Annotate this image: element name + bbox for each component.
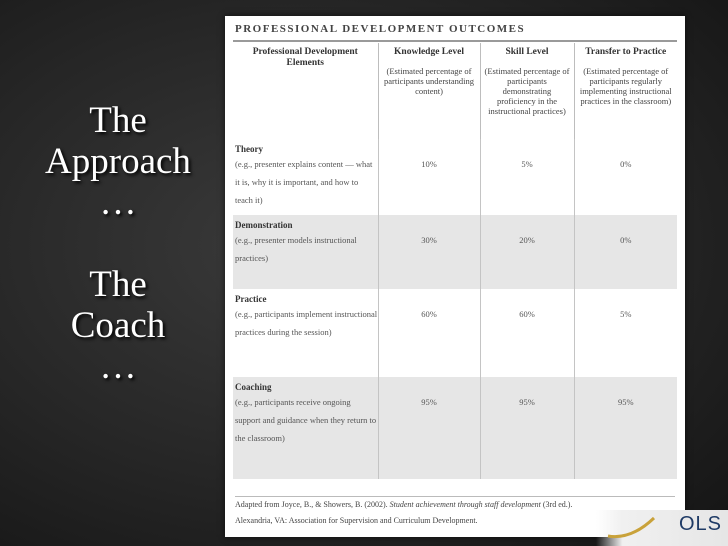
skill-cell: 5%: [480, 139, 574, 215]
heading-spacer: [20, 223, 216, 264]
column-subtitle: (Estimated percentage of participants regularly implementing instructional practices in the classroom): [579, 66, 672, 106]
slide-heading: [20, 100, 216, 387]
element-title: Theory: [235, 144, 263, 154]
column-title: Professional Development Elements: [252, 47, 358, 68]
transfer-cell: 5%: [574, 289, 677, 377]
heading-line: …: [99, 182, 137, 223]
heading-line: The: [89, 264, 147, 305]
column-title: Knowledge Level: [394, 47, 464, 57]
knowledge-cell: 95%: [378, 377, 480, 479]
citation-text: (3rd ed.).: [540, 500, 573, 509]
knowledge-cell: 30%: [378, 215, 480, 289]
element-cell: [233, 377, 378, 479]
table-row: [233, 139, 677, 215]
element-cell: [233, 139, 378, 215]
citation-book-title: Student achievement through staff development: [389, 500, 541, 509]
document-image: [225, 16, 685, 537]
element-title: Practice: [235, 294, 267, 304]
logo: [596, 510, 728, 546]
table-row: [233, 215, 677, 289]
column-subtitle: (Estimated percentage of participants demonstrating proficiency in the instructional practices): [484, 66, 570, 116]
column-header: [378, 43, 480, 139]
column-title: Transfer to Practice: [585, 47, 667, 57]
element-description: (e.g., presenter explains content — what it is, why it is important, and how to teach it): [235, 159, 373, 205]
column-title: Skill Level: [505, 47, 549, 57]
heading-line: Approach: [45, 141, 191, 182]
element-description: (e.g., participants receive ongoing support and guidance when they return to the classroom): [235, 397, 377, 443]
transfer-cell: 0%: [574, 215, 677, 289]
title-divider: [233, 40, 677, 42]
element-title: Demonstration: [235, 220, 293, 230]
column-header: [574, 43, 677, 139]
knowledge-cell: 60%: [378, 289, 480, 377]
skill-cell: 20%: [480, 215, 574, 289]
transfer-cell: 95%: [574, 377, 677, 479]
column-header: [480, 43, 574, 139]
document-title: PROFESSIONAL DEVELOPMENT OUTCOMES: [235, 23, 526, 35]
swoosh-icon: [606, 514, 656, 540]
element-cell: [233, 289, 378, 377]
citation-line-2: Alexandria, VA: Association for Supervision and Curriculum Development.: [235, 516, 478, 525]
citation-text: Adapted from Joyce, B., & Showers, B. (2002).: [235, 500, 390, 509]
element-description: (e.g., participants implement instructional practices during the session): [235, 309, 378, 337]
table-row: [233, 289, 677, 377]
skill-cell: 95%: [480, 377, 574, 479]
column-header: [233, 43, 378, 139]
element-description: (e.g., presenter models instructional practices): [235, 235, 357, 263]
logo-text: OLS: [678, 513, 722, 535]
outcomes-table: [233, 43, 677, 479]
table-header-row: [233, 43, 677, 139]
table-row: [233, 377, 677, 479]
skill-cell: 60%: [480, 289, 574, 377]
heading-line: The: [89, 100, 147, 141]
heading-line: …: [99, 346, 137, 387]
heading-line: Coach: [70, 305, 166, 346]
column-subtitle: (Estimated percentage of participants understanding content): [384, 66, 474, 96]
element-cell: [233, 215, 378, 289]
element-title: Coaching: [235, 382, 272, 392]
transfer-cell: 0%: [574, 139, 677, 215]
knowledge-cell: 10%: [378, 139, 480, 215]
